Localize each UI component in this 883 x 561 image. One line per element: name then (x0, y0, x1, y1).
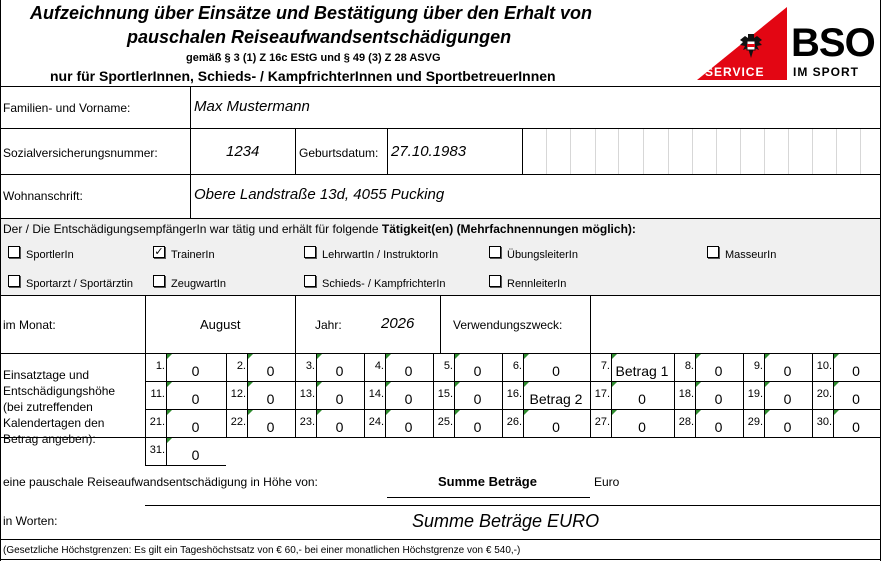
birthdate-field[interactable]: 27.10.1983 (391, 143, 467, 160)
day-number: 18. (678, 388, 694, 400)
day-amount-field[interactable]: 0 (552, 363, 560, 379)
day-amount-field[interactable]: 0 (714, 391, 723, 407)
day-amount-field[interactable]: Betrag 1 (615, 363, 669, 379)
day-number: 23. (299, 416, 315, 428)
day-number: 6. (512, 360, 522, 372)
words-label: in Worten: (3, 514, 58, 528)
day-amount-field[interactable]: 0 (335, 363, 344, 379)
day-number: 30. (816, 416, 832, 428)
footer-note: (Gesetzliche Höchstgrenzen: Es gilt ein Tageshöchstsatz von € 60,- bei einer monatlichen Höchstgrenze von € 540,-) (3, 545, 521, 556)
day-amount-field[interactable]: 0 (638, 391, 646, 407)
checkbox-uebungsleiter[interactable] (489, 246, 501, 258)
sv-number-field[interactable]: 1234 (226, 143, 260, 160)
day-amount-field[interactable]: 0 (714, 363, 723, 379)
name-label: Familien- und Vorname: (3, 101, 131, 115)
day-number: 25. (437, 416, 453, 428)
day-number: 11. (150, 388, 165, 400)
activity-label-uebungsleiter: ÜbungsleiterIn (507, 249, 578, 261)
month-field[interactable]: August (200, 317, 241, 332)
logo-im-sport: IM SPORT (793, 65, 860, 79)
checkbox-lehrwart[interactable] (304, 246, 316, 258)
year-label: Jahr: (315, 318, 342, 332)
sum-field[interactable]: Summe Beträge (438, 474, 537, 489)
day-number: 24. (368, 416, 384, 428)
activity-label-schiedsrichter: Schieds- / KampfrichterIn (322, 278, 446, 290)
day-number: 28. (678, 416, 694, 428)
day-number: 4. (374, 360, 384, 372)
activity-label-rennleiter: RennleiterIn (507, 278, 567, 290)
currency-label: Euro (594, 475, 620, 489)
day-amount-field[interactable]: 0 (335, 419, 344, 435)
form-title-line1: Aufzeichnung über Einsätze und Bestätigung über den Erhalt von (30, 3, 593, 23)
day-amount-field[interactable]: 0 (552, 419, 560, 435)
day-amount-field[interactable]: 0 (191, 419, 200, 435)
day-number: 26. (506, 416, 522, 428)
checkbox-sportler[interactable] (8, 246, 20, 258)
day-amount-field[interactable]: 0 (783, 391, 792, 407)
checkmark-icon: ✓ (154, 246, 164, 258)
year-field[interactable]: 2026 (381, 315, 415, 332)
day-number: 17. (594, 388, 610, 400)
activity-label-trainer: TrainerIn (171, 249, 215, 261)
days-label-line: Entschädigungshöhe (3, 384, 116, 398)
sum-label: eine pauschale Reiseaufwandsentschädigung in Höhe von: (3, 475, 318, 489)
day-amount-field[interactable]: 0 (335, 391, 344, 407)
logo-brand: BSO (791, 21, 875, 65)
checkbox-trainer[interactable] (153, 246, 165, 258)
audience-note: nur für SportlerInnen, Schieds- / KampfrichterInnen und SportbetreuerInnen (50, 68, 556, 84)
day-number: 14. (368, 388, 384, 400)
form-title-line2: pauschalen Reiseaufwandsentschädigungen (127, 27, 512, 47)
day-number: 3. (305, 360, 315, 372)
day-number: 2. (236, 360, 246, 372)
activities-intro-bold: Tätigkeit(en) (Mehrfachnennungen möglich): (381, 222, 636, 236)
days-label-line: Betrag angeben): (3, 432, 96, 446)
day-amount-field[interactable]: 0 (404, 363, 413, 379)
days-label-line: Einsatztage und (3, 368, 90, 382)
month-label: im Monat: (3, 318, 56, 332)
activities-intro-text: Der / Die EntschädigungsempfängerIn war tätig und erhält für folgende (3, 222, 382, 236)
day-number: 12. (230, 388, 246, 400)
name-field[interactable]: Max Mustermann (194, 98, 310, 115)
day-amount-field[interactable]: 0 (266, 363, 275, 379)
days-label-line: Kalendertagen den (3, 416, 105, 430)
words-field[interactable]: Summe Beträge EURO (412, 511, 600, 531)
day-amount-field[interactable]: 0 (473, 391, 482, 407)
purpose-label: Verwendungszweck: (453, 318, 563, 332)
day-amount-field[interactable]: 0 (404, 419, 413, 435)
address-label: Wohnanschrift: (3, 189, 83, 203)
activity-label-sportler: SportlerIn (26, 249, 74, 261)
days-label-line: (bei zutreffenden (3, 400, 93, 414)
day-number: 5. (443, 360, 453, 372)
activity-label-sportarzt: Sportarzt / Sportärztin (26, 278, 133, 290)
activity-label-masseur: MasseurIn (725, 249, 777, 261)
checkbox-masseur[interactable] (707, 246, 719, 258)
legal-basis: gemäß § 3 (1) Z 16c EStG und § 49 (3) Z 28 ASVG (186, 52, 441, 64)
day-amount-field[interactable]: 0 (852, 419, 860, 435)
day-number: 22. (230, 416, 246, 428)
sv-number-label: Sozialversicherungsnummer: (3, 146, 158, 160)
activity-label-lehrwart: LehrwartIn / InstruktorIn (322, 249, 439, 261)
day-number: 9. (753, 360, 763, 372)
address-field[interactable]: Obere Landstraße 13d, 4055 Pucking (194, 186, 445, 203)
checkbox-rennleiter[interactable] (489, 275, 501, 287)
day-amount-field[interactable]: 0 (852, 363, 860, 379)
activity-label-zeugwart: ZeugwartIn (171, 278, 227, 290)
day-amount-field[interactable]: 0 (714, 419, 723, 435)
day-number: 27. (594, 416, 610, 428)
day-number: 8. (684, 360, 694, 372)
day-amount-field[interactable]: 0 (266, 419, 275, 435)
day-number: 20. (816, 388, 832, 400)
day-amount-field[interactable]: 0 (191, 363, 200, 379)
day-number: 13. (299, 388, 315, 400)
day-number: 31. (149, 444, 165, 456)
day-number: 19. (747, 388, 763, 400)
day-amount-field[interactable]: 0 (191, 391, 200, 407)
day-amount-field[interactable]: 0 (783, 363, 792, 379)
birthdate-label: Geburtsdatum: (299, 146, 379, 160)
checkbox-schiedsrichter[interactable] (304, 275, 316, 287)
day-amount-field[interactable]: 0 (404, 391, 413, 407)
checkbox-zeugwart[interactable] (153, 275, 165, 287)
logo-service: SERVICE (705, 65, 765, 79)
day-number: 7. (600, 360, 610, 372)
day-number: 21. (149, 416, 165, 428)
day-number: 1. (155, 360, 165, 372)
checkbox-sportarzt[interactable] (8, 275, 20, 287)
day-number: 29. (747, 416, 763, 428)
day-amount-field[interactable]: Betrag 2 (529, 391, 583, 407)
day-number: 15. (437, 388, 453, 400)
days-label (3, 367, 115, 447)
day-amount-field[interactable]: 0 (783, 419, 792, 435)
day-amount-field[interactable]: 0 (473, 363, 482, 379)
day-amount-field[interactable]: 0 (266, 391, 275, 407)
day-amount-field[interactable]: 0 (638, 419, 646, 435)
day-amount-field[interactable]: 0 (852, 391, 860, 407)
activities-intro (3, 222, 636, 236)
day-number: 16. (506, 388, 522, 400)
bso-logo (697, 7, 877, 83)
day-amount-field[interactable]: 0 (473, 419, 482, 435)
day-number: 10. (816, 360, 832, 372)
day-amount-field[interactable]: 0 (191, 447, 200, 463)
